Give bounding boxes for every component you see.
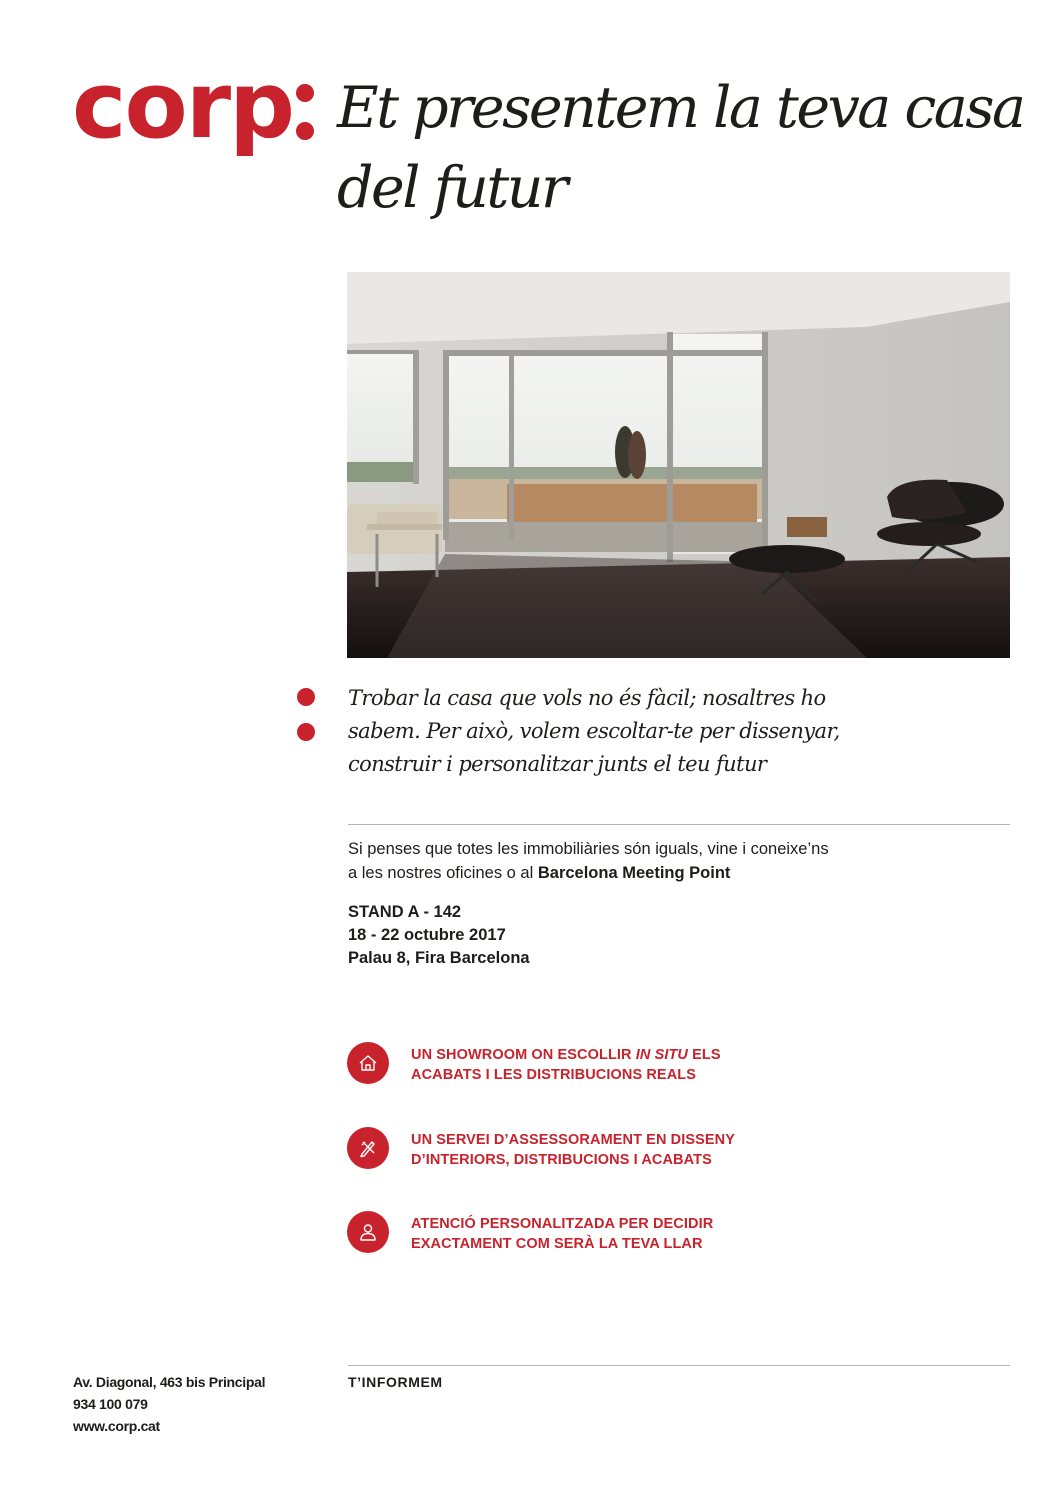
event-details: [348, 901, 748, 970]
contact-web-link[interactable]: www.corp.cat: [73, 1418, 160, 1434]
event-stand: STAND A - 142: [348, 903, 462, 921]
feature-text: [411, 1130, 931, 1170]
contact-phone[interactable]: 934 100 079: [73, 1396, 148, 1412]
person-icon: [347, 1211, 389, 1253]
logo-colon-icon: [296, 70, 316, 150]
tagline-line-1: Trobar la casa que vols no és fàcil; nosaltres ho: [348, 686, 826, 710]
title-line-2: del futur: [337, 155, 566, 221]
feature-1-emphasis: IN SITU: [635, 1047, 688, 1063]
bullet-dot-icon: [297, 723, 315, 741]
feature-1-line-1a: UN SHOWROOM ON ESCOLLIR: [411, 1047, 636, 1063]
feature-2-line-1: UN SERVEI D’ASSESSORAMENT EN DISSENY: [411, 1132, 736, 1148]
feature-text: [411, 1045, 931, 1085]
contact-block: [73, 1371, 323, 1437]
title-line-1: Et presentem la teva casa: [337, 75, 1024, 141]
footer-label: T’INFORMEM: [348, 1374, 443, 1390]
house-icon: [347, 1042, 389, 1084]
feature-1-line-2: ACABATS I LES DISTRIBUCIONS REALS: [411, 1067, 696, 1083]
feature-text: [411, 1214, 931, 1254]
living-room-photo: [347, 272, 1010, 658]
feature-showroom: [347, 1042, 947, 1092]
feature-2-line-2: D’INTERIORS, DISTRIBUCIONS I ACABATS: [411, 1152, 712, 1168]
intro-text: [348, 837, 988, 885]
tagline-line-2: sabem. Per això, volem escoltar-te per dissenyar,: [348, 719, 840, 743]
footer-divider: [348, 1365, 1010, 1366]
bullet-dots: [297, 688, 317, 748]
feature-3-line-2: EXACTAMENT COM SERÀ LA TEVA LLAR: [411, 1236, 703, 1252]
page-title: [337, 68, 1037, 228]
event-venue: Palau 8, Fira Barcelona: [348, 949, 530, 967]
feature-1-line-1b: ELS: [688, 1047, 721, 1063]
event-dates: 18 - 22 octubre 2017: [348, 926, 506, 944]
feature-design-advice: [347, 1127, 947, 1177]
pencil-ruler-icon: [347, 1127, 389, 1169]
bullet-dot-icon: [297, 688, 315, 706]
intro-highlight: Barcelona Meeting Point: [537, 864, 731, 882]
intro-line-1: Si penses que totes les immobiliàries són iguals, vine i coneixe’ns: [348, 840, 829, 858]
tagline-line-3: construir i personalitzar junts el teu futur: [348, 752, 767, 776]
brand-logo: corp: [72, 52, 293, 159]
divider: [348, 824, 1010, 825]
feature-personal-attention: [347, 1211, 947, 1261]
feature-3-line-1: ATENCIÓ PERSONALITZADA PER DECIDIR: [411, 1216, 714, 1232]
intro-line-2: a les nostres oficines o al: [348, 864, 538, 882]
tagline: [348, 682, 988, 781]
contact-address: Av. Diagonal, 463 bis Principal: [73, 1374, 266, 1390]
